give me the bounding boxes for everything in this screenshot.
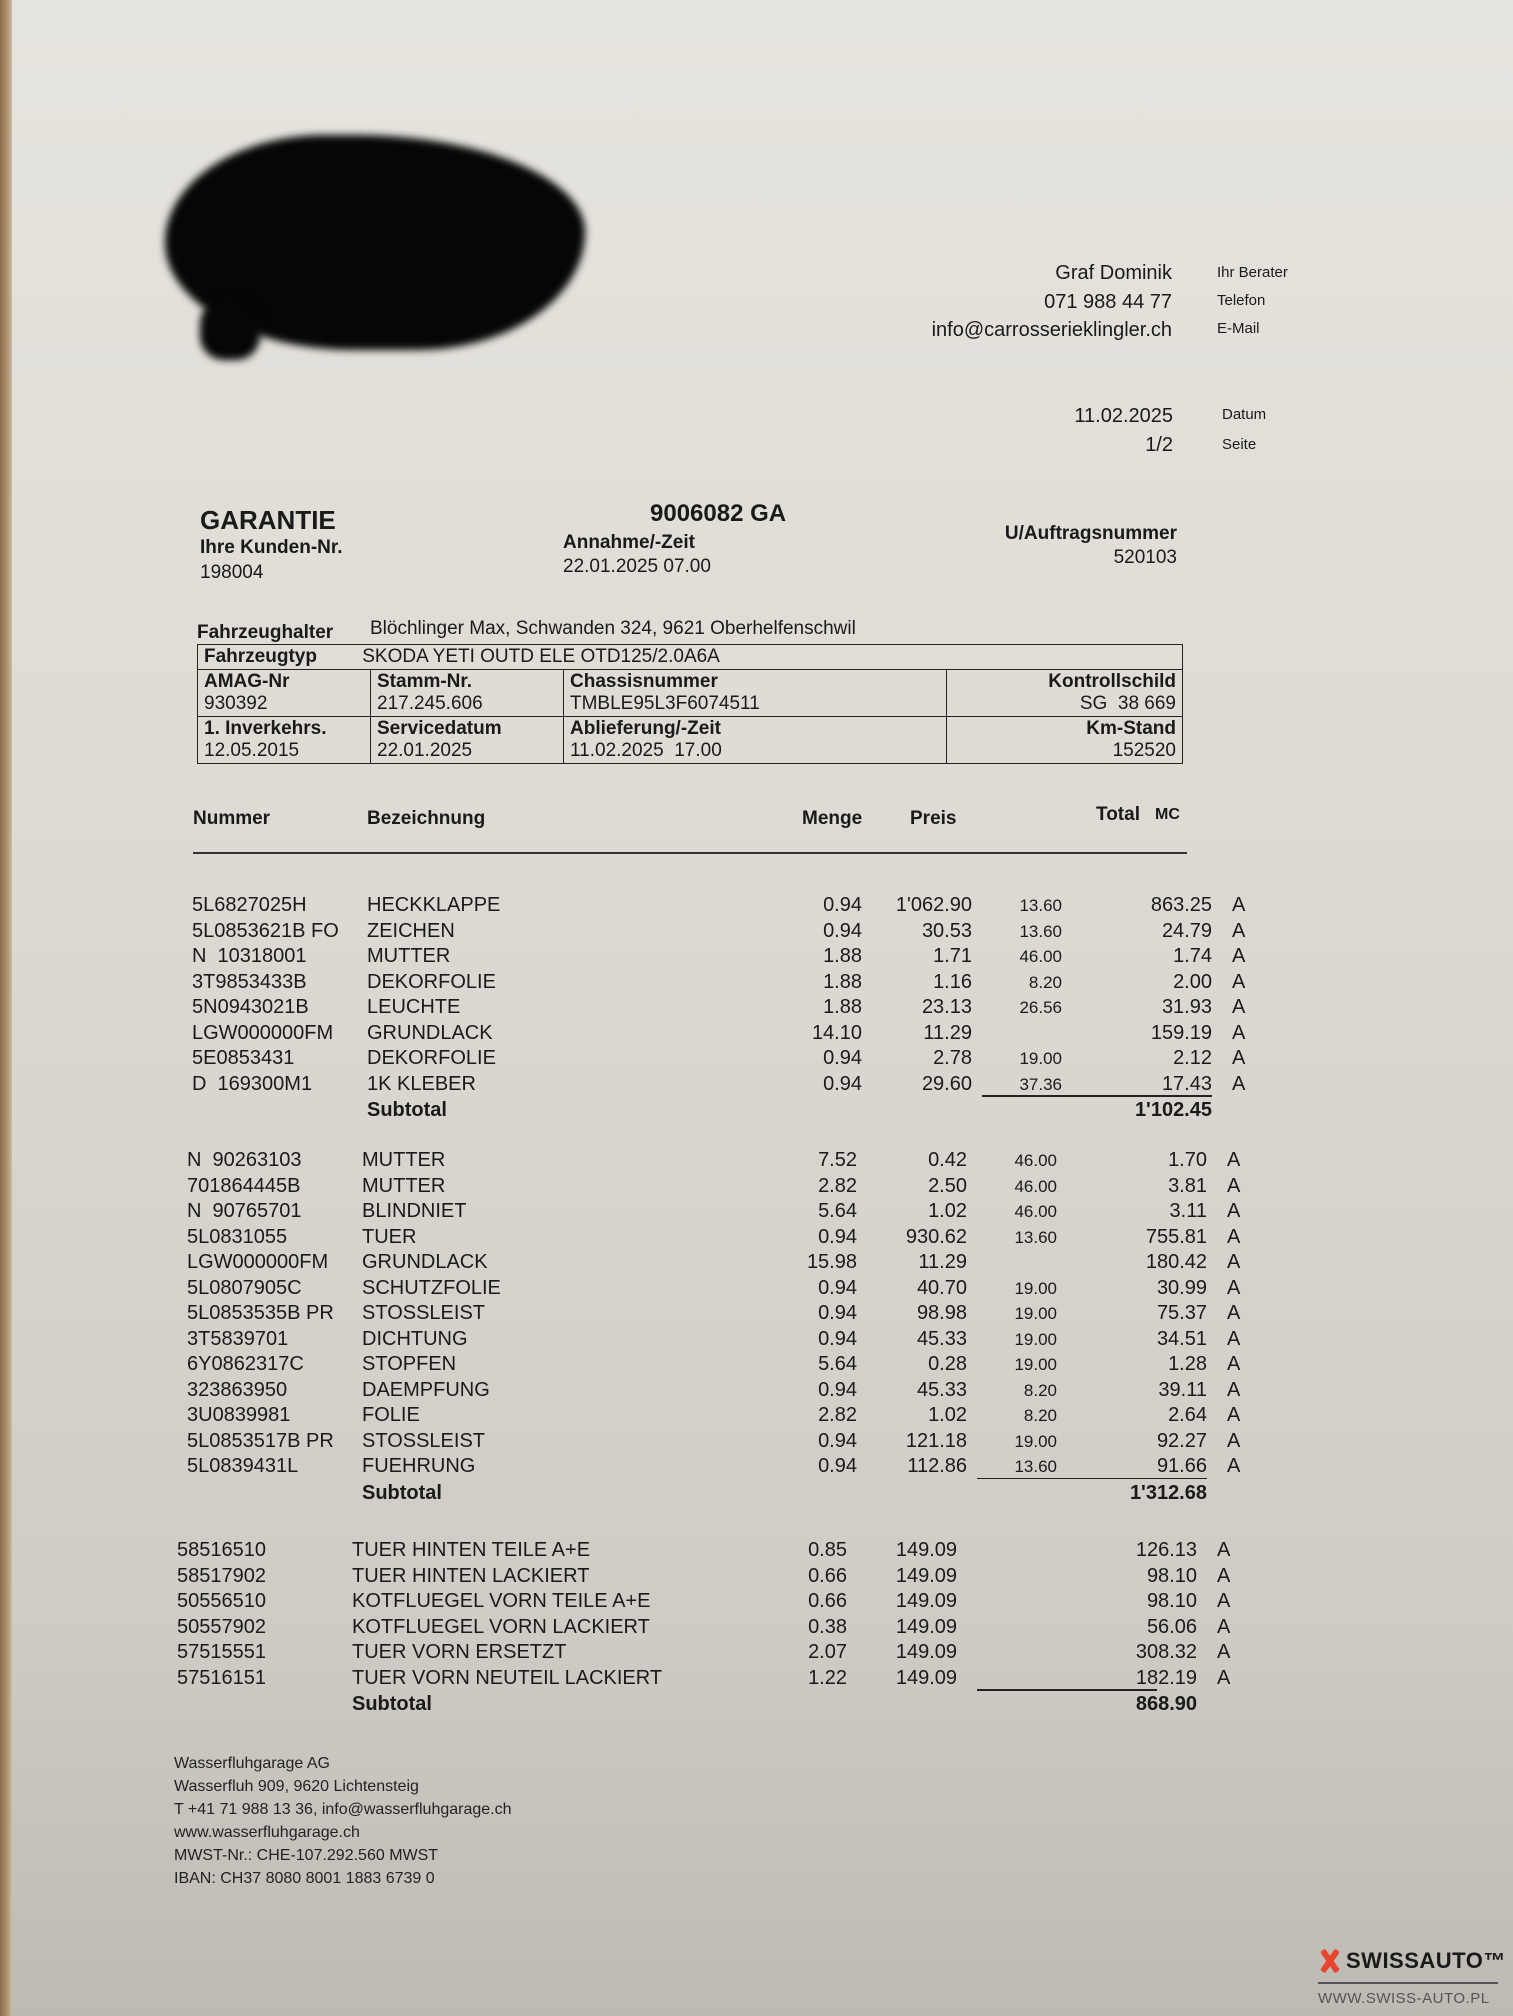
quantity: 0.94 [818, 1378, 857, 1401]
line-total: 24.79 [1161, 919, 1212, 942]
mc-code: A [1217, 1539, 1231, 1561]
part-number: 3U0839981 [187, 1404, 291, 1426]
discount-percent: 37.36 [1019, 1074, 1062, 1094]
line-total: 30.99 [1156, 1276, 1207, 1299]
line-total: 2.64 [1168, 1404, 1207, 1426]
discount-percent: 46.00 [1014, 1176, 1057, 1196]
quantity: 0.94 [823, 1072, 862, 1095]
line-total: 159.19 [1150, 1021, 1212, 1044]
line-total: 34.51 [1156, 1327, 1207, 1350]
unit-price: 23.13 [921, 996, 972, 1018]
mc-code: A [1227, 1276, 1241, 1299]
quantity: 2.82 [818, 1174, 857, 1197]
mc-code: A [1217, 1666, 1231, 1689]
discount-percent: 46.00 [1014, 1202, 1057, 1221]
col-header-nummer: Nummer [193, 808, 271, 829]
holder-label: Fahrzeughalter [197, 622, 334, 643]
vehicle-info-table [197, 644, 1183, 764]
mc-code: A [1232, 945, 1246, 967]
description: FUEHRUNG [362, 1455, 476, 1477]
unit-price: 149.09 [895, 1666, 957, 1689]
discount-percent: 13.60 [1014, 1227, 1057, 1247]
quantity: 0.94 [818, 1429, 857, 1452]
vehicle-type-value: SKODA YETI OUTD ELE OTD125/2.0A6A [362, 646, 720, 667]
line-total: 180.42 [1145, 1251, 1207, 1273]
part-number: 50556510 [177, 1590, 266, 1612]
mc-code: A [1227, 1200, 1241, 1222]
part-number: N 10318001 [192, 945, 307, 967]
unit-price: 149.09 [895, 1615, 957, 1638]
footer-iban: IBAN: CH37 8080 8001 1883 6739 0 [174, 1870, 435, 1887]
part-number: 5L0831055 [187, 1225, 288, 1248]
subtotal-rule [977, 1478, 1207, 1480]
mc-code: A [1232, 1072, 1246, 1095]
part-number: 58516510 [177, 1539, 266, 1561]
advisor-label: Ihr Berater [1217, 264, 1288, 281]
delivery-label: Ablieferung/-Zeit [570, 718, 721, 739]
description: GRUNDLACK [362, 1251, 488, 1273]
watermark-brand: SWISSAUTO™ [1346, 1948, 1506, 1973]
line-total: 91.66 [1156, 1455, 1207, 1477]
discount-percent: 19.00 [1019, 1049, 1062, 1068]
description: STOSSLEIST [362, 1429, 486, 1452]
part-number: 5L0853517B PR [187, 1429, 334, 1452]
part-number: 5L0853535B PR [187, 1302, 334, 1324]
quantity: 1.88 [823, 996, 862, 1018]
unit-price: 0.28 [928, 1353, 967, 1375]
mc-code: A [1227, 1174, 1241, 1197]
quantity: 0.94 [818, 1327, 857, 1350]
subtotal-rule [982, 1095, 1212, 1097]
description: HECKKLAPPE [367, 894, 501, 916]
line-total: 126.13 [1135, 1539, 1197, 1561]
quantity: 2.82 [818, 1404, 857, 1426]
line-total: 1.70 [1168, 1149, 1207, 1171]
discount-percent: 13.60 [1019, 921, 1062, 941]
unit-price: 2.78 [933, 1047, 972, 1069]
part-number: 3T5839701 [187, 1327, 289, 1350]
mc-code: A [1227, 1353, 1241, 1375]
description: TUER HINTEN LACKIERT [352, 1564, 590, 1587]
email-value: info@carrosserieklingler.ch [931, 319, 1172, 341]
unit-price: 0.42 [928, 1149, 967, 1171]
discount-percent: 46.00 [1019, 947, 1062, 966]
quantity: 0.94 [818, 1276, 857, 1299]
part-number: LGW000000FM [192, 1021, 334, 1044]
discount-percent: 19.00 [1014, 1329, 1057, 1349]
description: SCHUTZFOLIE [362, 1276, 501, 1299]
customer-no-label: Ihre Kunden-Nr. [200, 537, 343, 558]
description: FOLIE [362, 1404, 420, 1426]
subtotal-value: 1'312.68 [1129, 1481, 1207, 1504]
garage-footer [174, 1752, 512, 1890]
unit-price: 29.60 [921, 1072, 972, 1095]
km-value: 152520 [1112, 740, 1176, 761]
vehicle-type-label: Fahrzeugtyp [204, 646, 317, 667]
unit-price: 30.53 [921, 919, 972, 942]
stamm-value: 217.245.606 [377, 693, 483, 714]
quantity: 0.94 [823, 894, 862, 916]
line-total: 1.74 [1173, 945, 1212, 967]
order-no: 520103 [1113, 547, 1177, 568]
description: DICHTUNG [362, 1327, 468, 1350]
line-total: 2.00 [1173, 970, 1212, 993]
unit-price: 98.98 [916, 1302, 967, 1324]
discount-percent: 19.00 [1014, 1304, 1057, 1323]
chassis-label: Chassisnummer [570, 671, 718, 692]
part-number: 5L0853621B FO [192, 919, 339, 942]
phone-label: Telefon [1217, 292, 1266, 309]
line-total: 92.27 [1156, 1429, 1207, 1452]
first-reg-label: 1. Inverkehrs. [204, 718, 327, 739]
col-header-mc: MC [1155, 806, 1180, 823]
intake-datetime: 22.01.2025 07.00 [563, 556, 711, 577]
discount-percent: 19.00 [1014, 1355, 1057, 1374]
footer-vat: MWST-Nr.: CHE-107.292.560 MWST [174, 1847, 439, 1864]
discount-percent: 8.20 [1023, 1380, 1057, 1400]
unit-price: 2.50 [928, 1174, 967, 1197]
description: ZEICHEN [367, 919, 455, 942]
subtotal-label: Subtotal [362, 1481, 442, 1504]
part-number: 5L0839431L [187, 1455, 299, 1477]
description: DEKORFOLIE [367, 1047, 496, 1069]
swissauto-x-icon [1318, 1950, 1340, 1972]
description: BLINDNIET [362, 1200, 467, 1222]
unit-price: 149.09 [895, 1641, 957, 1663]
quantity: 14.10 [811, 1021, 862, 1044]
part-number: 57516151 [177, 1666, 266, 1689]
unit-price: 930.62 [905, 1225, 967, 1248]
subtotal-label: Subtotal [352, 1693, 432, 1715]
description: MUTTER [367, 945, 451, 967]
line-total: 98.10 [1146, 1564, 1197, 1587]
unit-price: 121.18 [905, 1429, 967, 1452]
discount-percent: 8.20 [1028, 972, 1062, 992]
line-total: 98.10 [1146, 1590, 1197, 1612]
description: TUER HINTEN TEILE A+E [352, 1539, 591, 1561]
description: TUER VORN ERSETZT [352, 1641, 567, 1663]
subtotal-rule [977, 1689, 1157, 1691]
mc-code: A [1217, 1564, 1231, 1587]
mc-code: A [1232, 894, 1246, 916]
subtotal-value: 1'102.45 [1134, 1099, 1212, 1121]
mc-code: A [1227, 1251, 1241, 1273]
line-total: 308.32 [1135, 1641, 1197, 1663]
part-number: 5L6827025H [192, 894, 307, 916]
quantity: 0.66 [808, 1590, 847, 1612]
discount-percent: 26.56 [1019, 998, 1062, 1017]
part-number: 3T9853433B [192, 970, 307, 993]
footer-address: Wasserfluh 909, 9620 Lichtensteig [174, 1778, 419, 1795]
description: DAEMPFUNG [362, 1378, 490, 1401]
unit-price: 45.33 [916, 1327, 967, 1350]
unit-price: 1.16 [933, 970, 972, 993]
mc-code: A [1232, 970, 1246, 993]
description: STOPFEN [362, 1353, 457, 1375]
description: MUTTER [362, 1174, 446, 1197]
quantity: 0.94 [823, 1047, 862, 1069]
mc-code: A [1227, 1378, 1241, 1401]
line-total: 1.28 [1168, 1353, 1207, 1375]
description: 1K KLEBER [367, 1072, 476, 1095]
part-number: LGW000000FM [187, 1251, 329, 1273]
mc-code: A [1217, 1641, 1231, 1663]
service-date-value: 22.01.2025 [377, 740, 473, 761]
unit-price: 11.29 [918, 1251, 967, 1273]
col-header-total: Total [1096, 804, 1140, 825]
page-value: 1/2 [1145, 434, 1173, 456]
line-total: 75.37 [1156, 1302, 1207, 1324]
quantity: 5.64 [818, 1200, 857, 1222]
part-number: 57515551 [177, 1641, 266, 1663]
unit-price: 40.70 [916, 1276, 967, 1299]
footer-company: Wasserfluhgarage AG [174, 1755, 330, 1772]
redaction-blot-tail [200, 300, 260, 360]
watermark-divider [1318, 1982, 1498, 1984]
mc-code: A [1232, 1021, 1246, 1044]
discount-percent: 13.60 [1019, 896, 1062, 915]
plate-value: SG 38 669 [1079, 693, 1176, 714]
part-number: N 90263103 [187, 1149, 302, 1171]
part-number: D 169300M1 [192, 1072, 313, 1095]
mc-code: A [1232, 996, 1246, 1018]
description: TUER [362, 1225, 417, 1248]
discount-percent: 19.00 [1014, 1431, 1057, 1451]
intake-label: Annahme/-Zeit [563, 532, 695, 553]
line-total: 39.11 [1158, 1378, 1207, 1401]
header-divider [193, 852, 1187, 854]
page-label: Seite [1222, 436, 1257, 453]
advisor-name: Graf Dominik [1055, 262, 1172, 284]
amag-label: AMAG-Nr [204, 671, 290, 692]
mc-code: A [1227, 1327, 1241, 1350]
quantity: 1.88 [823, 945, 862, 967]
description: DEKORFOLIE [367, 970, 496, 993]
description: STOSSLEIST [362, 1302, 486, 1324]
unit-price: 149.09 [895, 1564, 957, 1587]
description: KOTFLUEGEL VORN LACKIERT [352, 1615, 650, 1638]
quantity: 0.38 [808, 1615, 847, 1638]
customer-no: 198004 [200, 562, 264, 583]
part-number: 6Y0862317C [187, 1353, 304, 1375]
mc-code: A [1227, 1149, 1241, 1171]
mc-code: A [1232, 919, 1246, 942]
footer-website: www.wasserfluhgarage.ch [174, 1824, 360, 1841]
footer-contact: T +41 71 988 13 36, info@wasserfluhgarage.ch [174, 1801, 512, 1818]
part-number: 5L0807905C [187, 1276, 302, 1299]
description: KOTFLUEGEL VORN TEILE A+E [352, 1590, 651, 1612]
mc-code: A [1227, 1455, 1241, 1477]
line-total: 31.93 [1161, 996, 1212, 1018]
unit-price: 1.02 [928, 1404, 967, 1426]
part-number: N 90765701 [187, 1200, 302, 1222]
line-total: 182.19 [1135, 1666, 1197, 1689]
quantity: 0.66 [808, 1564, 847, 1587]
chassis-value: TMBLE95L3F6074511 [570, 693, 760, 714]
mc-code: A [1227, 1404, 1241, 1426]
line-total: 2.12 [1173, 1047, 1212, 1069]
unit-price: 1.71 [933, 945, 972, 967]
col-header-preis: Preis [910, 808, 957, 829]
col-header-bezeichnung: Bezeichnung [367, 808, 486, 829]
unit-price: 149.09 [895, 1539, 957, 1561]
unit-price: 1.02 [928, 1200, 967, 1222]
mc-code: A [1227, 1225, 1241, 1248]
quantity: 5.64 [818, 1353, 857, 1375]
quantity: 0.85 [808, 1539, 847, 1561]
part-number: 701864445B [187, 1174, 301, 1197]
part-number: 50557902 [177, 1615, 266, 1638]
phone-value: 071 988 44 77 [1044, 291, 1172, 313]
km-label: Km-Stand [1086, 718, 1176, 739]
mc-code: A [1232, 1047, 1246, 1069]
part-number: 5E0853431 [192, 1047, 295, 1069]
date-label: Datum [1222, 406, 1267, 423]
holder-value: Blöchlinger Max, Schwanden 324, 9621 Oberhelfenschwil [370, 618, 856, 639]
part-number: 58517902 [177, 1564, 266, 1587]
subtotal-value: 868.90 [1135, 1693, 1197, 1715]
unit-price: 1'062.90 [895, 894, 972, 916]
quantity: 0.94 [818, 1302, 857, 1324]
amag-value: 930392 [204, 693, 268, 714]
discount-percent: 8.20 [1023, 1406, 1057, 1425]
mc-code: A [1227, 1429, 1241, 1452]
part-number: 5N0943021B [192, 996, 309, 1018]
description: MUTTER [362, 1149, 446, 1171]
discount-percent: 46.00 [1014, 1151, 1057, 1170]
mc-code: A [1227, 1302, 1241, 1324]
document-number: 9006082 GA [650, 500, 787, 527]
unit-price: 149.09 [895, 1590, 957, 1612]
subtotal-label: Subtotal [367, 1099, 447, 1121]
delivery-value: 11.02.2025 17.00 [570, 740, 722, 761]
quantity: 0.94 [818, 1455, 857, 1477]
quantity: 15.98 [806, 1251, 857, 1273]
discount-percent: 19.00 [1014, 1278, 1057, 1298]
quantity: 0.94 [823, 919, 862, 942]
date-value: 11.02.2025 [1074, 405, 1173, 427]
col-header-menge: Menge [802, 808, 863, 829]
description: GRUNDLACK [367, 1021, 493, 1044]
mc-code: A [1217, 1590, 1231, 1612]
line-total: 3.11 [1169, 1200, 1207, 1222]
unit-price: 11.29 [923, 1021, 972, 1044]
document-type: GARANTIE [200, 505, 336, 535]
line-total: 755.81 [1145, 1225, 1207, 1248]
quantity: 1.22 [808, 1666, 847, 1689]
discount-percent: 13.60 [1014, 1457, 1057, 1476]
unit-price: 45.33 [916, 1378, 967, 1401]
stamm-label: Stamm-Nr. [377, 671, 473, 692]
line-total: 3.81 [1168, 1174, 1207, 1197]
watermark-url: WWW.SWISS-AUTO.PL [1318, 1990, 1490, 2007]
plate-label: Kontrollschild [1048, 671, 1176, 692]
quantity: 2.07 [808, 1641, 847, 1663]
email-label: E-Mail [1217, 320, 1260, 337]
part-number: 323863950 [187, 1378, 288, 1401]
quantity: 7.52 [818, 1149, 857, 1171]
line-total: 863.25 [1150, 894, 1212, 916]
quantity: 0.94 [818, 1225, 857, 1248]
quantity: 1.88 [823, 970, 862, 993]
line-total: 56.06 [1146, 1615, 1197, 1638]
order-no-label: U/Auftragsnummer [1004, 523, 1177, 544]
description: TUER VORN NEUTEIL LACKIERT [352, 1666, 663, 1689]
service-date-label: Servicedatum [377, 718, 502, 739]
first-reg-value: 12.05.2015 [204, 740, 300, 761]
line-total: 17.43 [1161, 1072, 1212, 1095]
mc-code: A [1217, 1615, 1231, 1638]
description: LEUCHTE [367, 996, 461, 1018]
unit-price: 112.86 [907, 1455, 967, 1477]
